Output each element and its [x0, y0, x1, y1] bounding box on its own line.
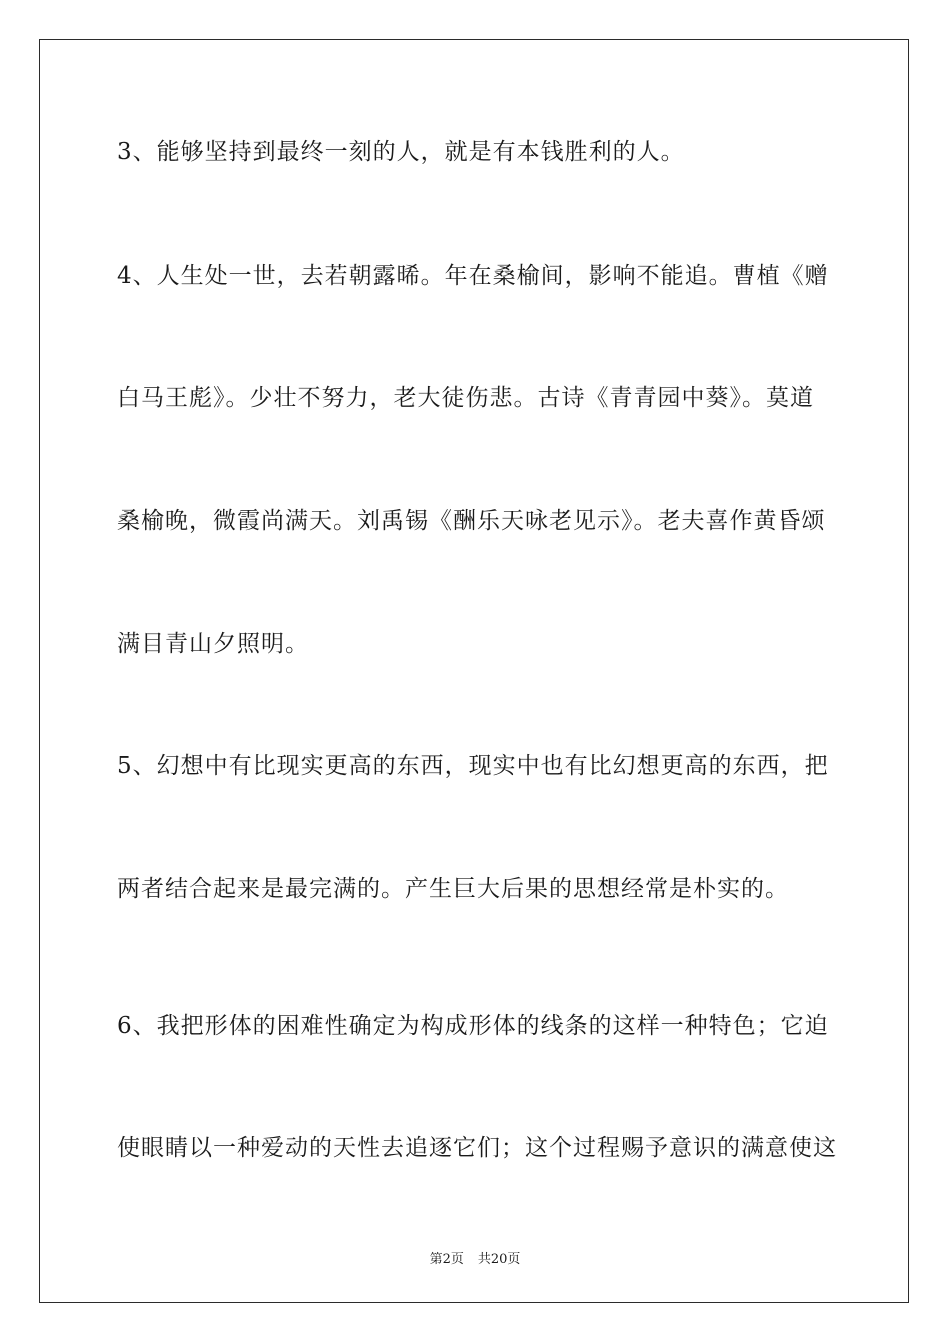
page-border — [39, 39, 909, 1303]
text-line: 桑榆晚，微霞尚满天。刘禹锡《酬乐天咏老见示》。老夫喜作黄昏颂 — [117, 508, 826, 534]
page-number: 第2页 — [429, 1252, 464, 1267]
text-line: 满目青山夕照明。 — [117, 631, 309, 657]
text-line: 使眼睛以一种爱动的天性去追逐它们；这个过程赐予意识的满意使这 — [117, 1135, 837, 1161]
text-line: 白马王彪》。少壮不努力，老大徒伤悲。古诗《青青园中葵》。莫道 — [117, 385, 814, 411]
text-line: 5、幻想中有比现实更高的东西，现实中也有比幻想更高的东西，把 — [117, 753, 829, 779]
text-line: 两者结合起来是最完满的。产生巨大后果的思想经常是朴实的。 — [117, 876, 789, 902]
page-total: 共20页 — [477, 1252, 521, 1267]
text-line: 4、人生处一世，去若朝露晞。年在桑榆间，影响不能追。曹植《赠 — [117, 263, 829, 289]
page-footer — [0, 1248, 950, 1267]
text-line: 3、能够坚持到最终一刻的人，就是有本钱胜利的人。 — [117, 139, 685, 165]
text-line: 6、我把形体的困难性确定为构成形体的线条的这样一种特色；它迫 — [117, 1013, 829, 1039]
